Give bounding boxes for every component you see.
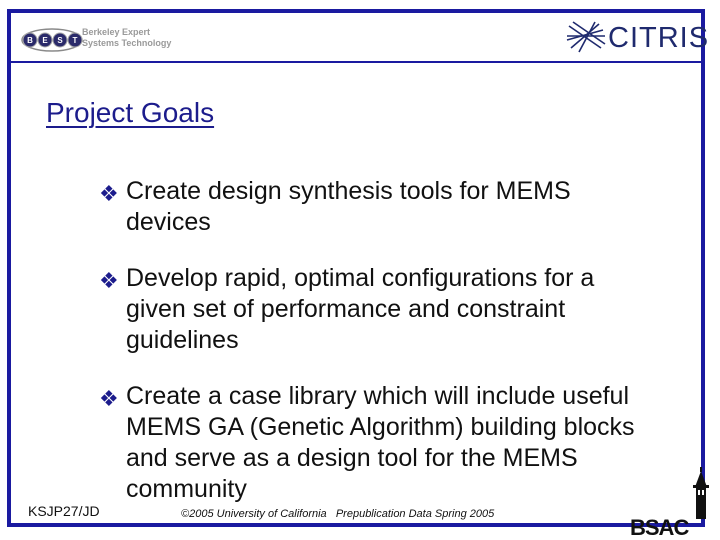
svg-text:T: T xyxy=(72,36,78,45)
slide-title: Project Goals xyxy=(46,97,215,128)
bullet-list xyxy=(100,176,660,530)
bsac-logo-icon xyxy=(628,465,720,540)
bullet-text: Develop rapid, optimal configurations for a given set of performance and constraint guidelines xyxy=(126,264,595,354)
copyright-notice: ©2005 University of California Prepublication Data Spring 2005 xyxy=(181,508,495,520)
header-divider xyxy=(11,61,701,63)
bullet-text: Create design synthesis tools for MEMS devices xyxy=(126,177,571,236)
bullet-item xyxy=(100,263,660,356)
svg-text:B: B xyxy=(27,36,33,45)
diamond-clover-bullet-icon: ❖ xyxy=(99,181,119,206)
bsac-logo-text: BSAC xyxy=(630,515,689,540)
citris-logo-text: CITRIS xyxy=(608,22,710,54)
bullet-text: Create a case library which will include useful MEMS GA (Genetic Algorithm) building blocks and serve as a design tool for the MEMS community xyxy=(126,382,635,503)
best-logo-text xyxy=(82,27,171,49)
diamond-clover-bullet-icon: ❖ xyxy=(99,386,119,411)
svg-text:E: E xyxy=(42,36,48,45)
author-id: KSJP27/JD xyxy=(28,503,100,519)
diamond-clover-bullet-icon: ❖ xyxy=(99,268,119,293)
svg-text:S: S xyxy=(57,36,63,45)
bullet-item xyxy=(100,176,660,238)
best-logo-line1: Berkeley Expert xyxy=(82,27,151,37)
best-logo-line2: Systems Technology xyxy=(82,38,172,48)
bullet-item xyxy=(100,381,660,505)
